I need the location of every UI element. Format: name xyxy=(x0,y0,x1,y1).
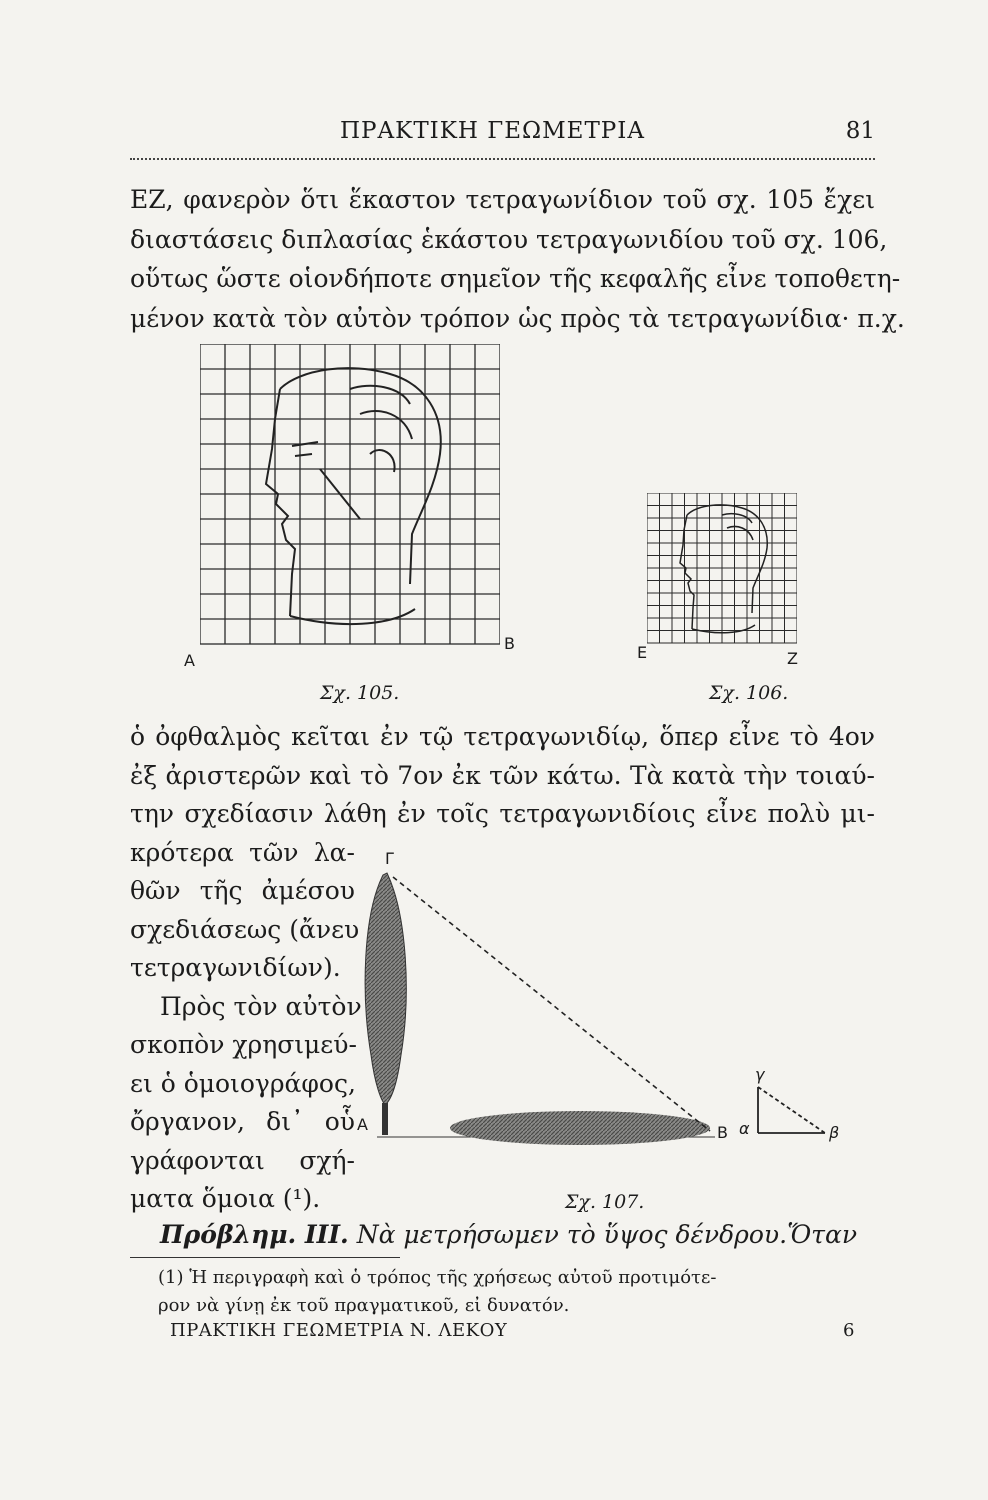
page-number: 81 xyxy=(845,118,875,144)
caption-107: Σχ. 107. xyxy=(565,1191,645,1213)
grid-head-large-illustration xyxy=(200,344,500,649)
text-line: την σχεδίασιν λάθη ἐν τοῖς τετραγωνιδίοις εἶνε πολὺ μι- xyxy=(130,799,875,828)
page-header xyxy=(130,118,875,154)
text-line: ἐξ ἀριστερῶν καὶ τὸ 7ον ἐκ τῶν κάτω. Τὰ κατὰ τὴν τοιαύ- xyxy=(130,760,875,790)
text-line: ει ὁ ὁμοιογράφος, xyxy=(130,1068,356,1098)
text-line: σχεδιάσεως (ἄνευ xyxy=(130,914,360,944)
figure-106 xyxy=(637,493,798,704)
label-beta: Β xyxy=(717,1123,728,1142)
problem-text: Νὰ μετρήσωμεν τὸ ὕψος δένδρου. xyxy=(356,1220,788,1249)
text-line: ΕΖ, φανερὸν ὅτι ἕκαστον τετραγωνίδιον τοῦ σχ. 105 ἔχει xyxy=(130,185,875,214)
text-line: ὄργανον, δι᾽ οὗ xyxy=(130,1107,355,1136)
label-z: Ζ xyxy=(787,649,798,668)
text-line: οὕτως ὥστε οἱονδήποτε σημεῖον τῆς κεφαλῆς εἶνε τοποθετη- xyxy=(130,264,901,293)
text-line: μένον κατὰ τὸν αὐτὸν τρόπον ὡς πρὸς τὰ τετραγωνίδια· π.χ. xyxy=(130,303,905,333)
footnote-line: ρον νὰ γίνῃ ἐκ τοῦ πραγματικοῦ, εἰ δυνατόν. xyxy=(158,1295,570,1316)
grid-head-small-illustration xyxy=(647,493,797,645)
footnote-rule xyxy=(130,1257,400,1258)
caption-105: Σχ. 105. xyxy=(320,682,400,704)
text-line: τετραγωνιδίων). xyxy=(130,953,341,982)
text-line: διαστάσεις διπλασίας ἑκάστου τετραγωνιδίου τοῦ σχ. 106, xyxy=(130,224,888,254)
label-alpha: Α xyxy=(357,1115,368,1134)
text-line: γράφονται σχή- xyxy=(130,1145,355,1175)
label-a: Α xyxy=(184,651,195,670)
running-title: ΠΡΑΚΤΙΚΗ ΓΕΩΜΕΤΡΙΑ xyxy=(340,118,645,144)
problem-heading xyxy=(160,1220,875,1249)
paragraph-1 xyxy=(130,180,905,338)
figure-105 xyxy=(184,344,515,704)
label-small-alpha: α xyxy=(739,1119,750,1138)
tree-shadow-illustration xyxy=(355,855,855,1155)
caption-106: Σχ. 106. xyxy=(709,682,789,704)
footnote xyxy=(158,1264,875,1320)
page-footer xyxy=(170,1320,875,1341)
text-line: ματα ὅμοια (¹). xyxy=(130,1184,321,1213)
label-e: Ε xyxy=(637,643,648,662)
text-line: σκοπὸν χρησιμεύ- xyxy=(130,1030,357,1059)
text-line: κρότερα τῶν λα- xyxy=(130,837,355,867)
label-gamma: Γ xyxy=(385,849,394,868)
problem-continuation: Ὅταν xyxy=(787,1220,858,1249)
header-rule xyxy=(130,158,875,160)
footnote-line: (1) Ἡ περιγραφὴ καὶ ὁ τρόπος τῆς χρήσεως αὐτοῦ προτιμότε- xyxy=(158,1267,717,1288)
label-small-gamma: γ xyxy=(755,1065,765,1084)
text-line: θῶν τῆς ἀμέσου xyxy=(130,876,355,905)
footer-signature: ΠΡΑΚΤΙΚΗ ΓΕΩΜΕΤΡΙΑ Ν. ΛΕΚΟΥ xyxy=(170,1320,508,1341)
text-line: ὁ ὀφθαλμὸς κεῖται ἐν τῷ τετραγωνιδίῳ, ὅπερ εἶνε τὸ 4ον xyxy=(130,722,875,751)
label-b: Β xyxy=(504,634,515,653)
text-line: Πρὸς τὸν αὐτὸν xyxy=(160,991,362,1021)
figure-107 xyxy=(355,849,855,1213)
label-small-beta: β xyxy=(829,1123,840,1142)
problem-number: Πρόβλημ. III. xyxy=(160,1220,349,1249)
signature-mark: 6 xyxy=(843,1320,855,1341)
